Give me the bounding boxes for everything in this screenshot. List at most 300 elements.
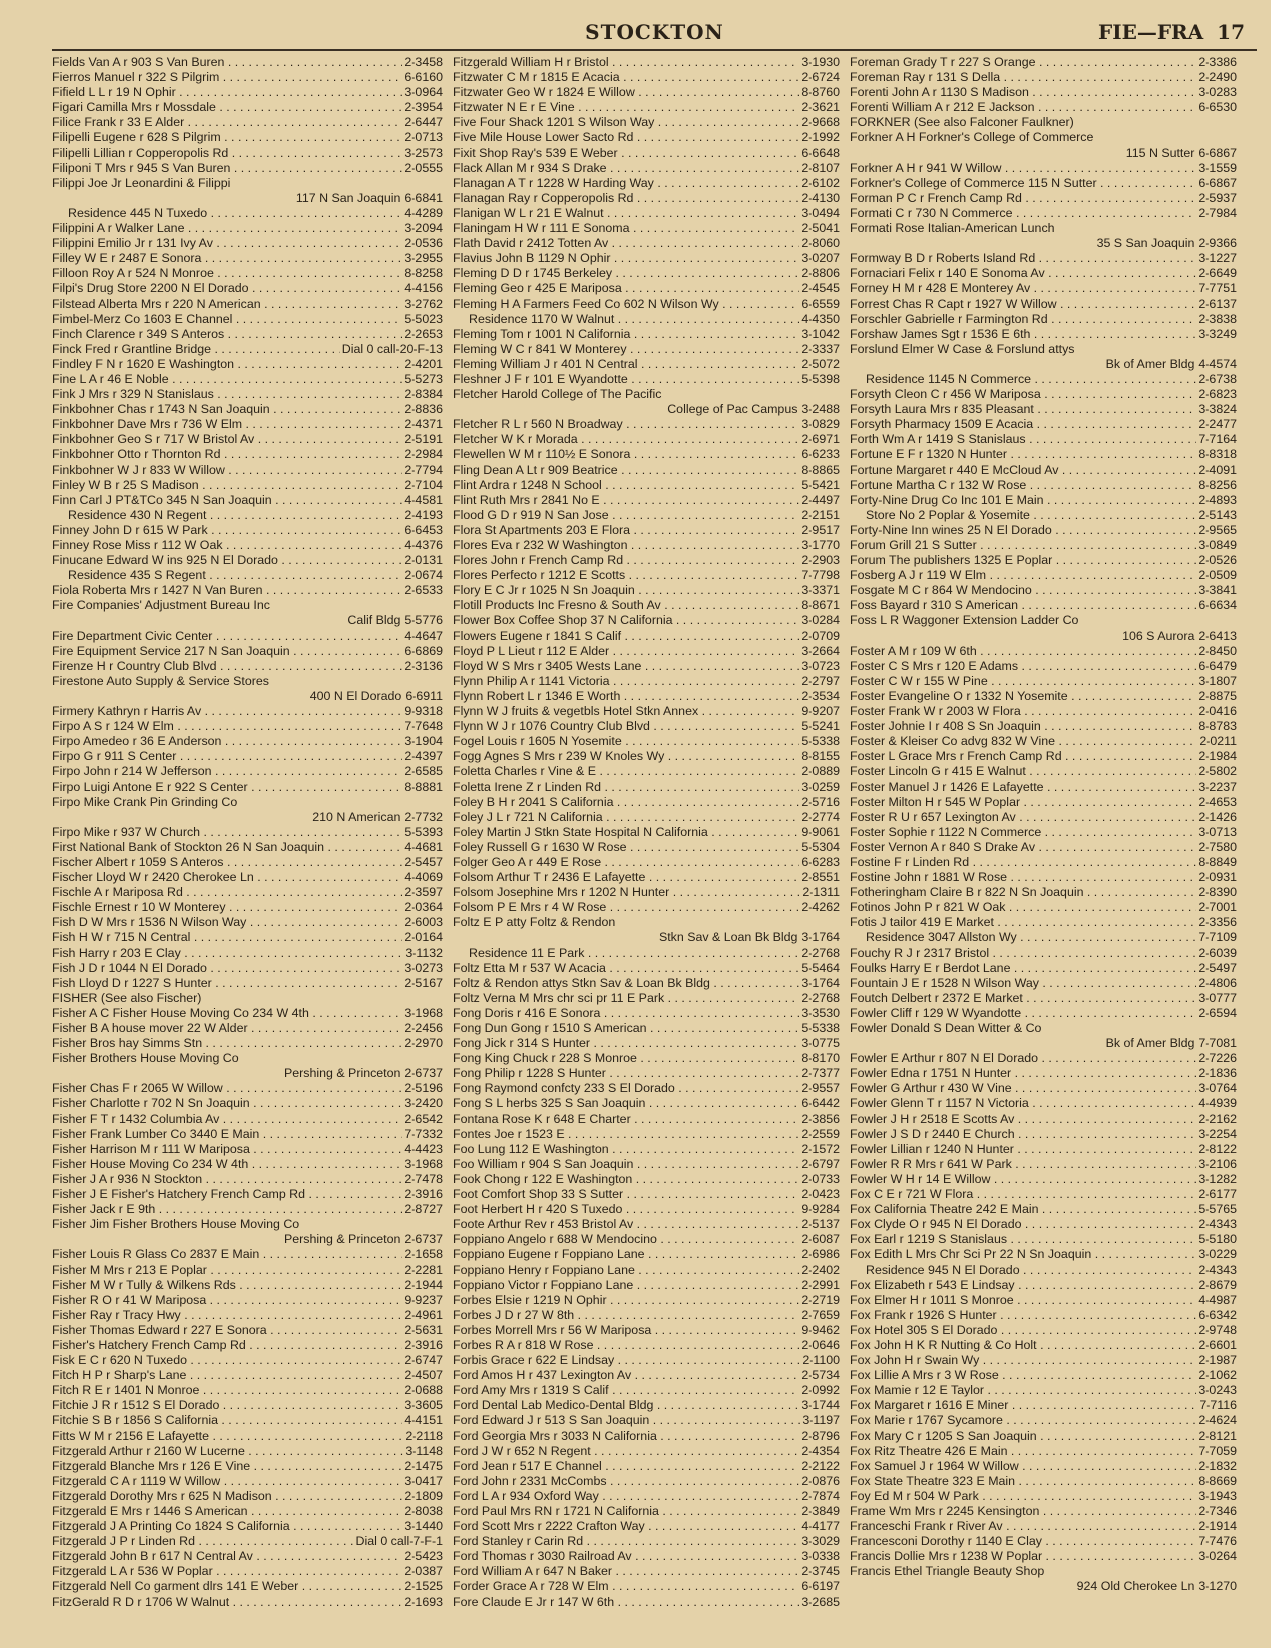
listing-phone: 2-7377 (801, 1066, 840, 1081)
listing-phone: 3-2573 (404, 145, 443, 160)
listing-entry (453, 523, 840, 538)
listing-entry (453, 840, 840, 855)
listing-name: Floyd W S Mrs r 3405 Wests Lane . . . (453, 659, 799, 674)
listing-entry (52, 613, 443, 628)
listing-name: Stkn Sav & Loan Bk Bldg (658, 930, 798, 945)
listing-name: Bk of Amer Bldg (1105, 356, 1195, 371)
listing-phone: 2-1525 (404, 1579, 443, 1594)
listing-phone: 2-3356 (1198, 915, 1237, 930)
listing-phone: 3-1042 (801, 326, 840, 341)
listing-entry (453, 1217, 840, 1232)
listing-phone: 2-0646 (801, 1337, 840, 1352)
listing-name: Forum The publishers 1325 E Poplar . . . (850, 553, 1196, 568)
listing-entry (850, 1021, 1237, 1036)
listing-name: Fogel Louis r 1605 N Yosemite . . . (453, 734, 799, 749)
listing-entry (453, 236, 840, 251)
listing-phone: 2-3597 (404, 885, 443, 900)
listing-phone: 7-7081 (1198, 1036, 1237, 1051)
listing-name: Bk of Amer Bldg (1105, 1036, 1195, 1051)
listing-entry (453, 674, 840, 689)
listing-entry (453, 327, 840, 342)
listing-name: Ford Stanley r Carin Rd . . . (453, 1534, 799, 1549)
listing-name: Fletcher W K r Morada . . . (453, 432, 799, 447)
listing-name: Residence 11 E Park . . . (469, 946, 799, 961)
listing-name: Foote Arthur Rev r 453 Bristol Av . . . (453, 1217, 799, 1232)
listing-name: Finley W B r 25 S Madison . . . (52, 478, 402, 493)
listing-name: Fleming Tom r 1001 N California . . . (453, 327, 799, 342)
listing-phone: 2-8836 (404, 402, 443, 417)
listing-entry (453, 1127, 840, 1142)
listing-entry (453, 1051, 840, 1066)
listing-name: Flaningam H W r 111 E Sonoma . . . (453, 221, 799, 236)
listing-name: Fisher J A r 936 N Stockton . . . (52, 1172, 402, 1187)
listing-phone: 8-8258 (404, 266, 443, 281)
listing-phone: 3-1227 (1198, 251, 1237, 266)
listing-entry (850, 961, 1237, 976)
listing-name: Flint Ardra r 1248 N School . . . (453, 478, 799, 493)
listing-phone: 2-0364 (404, 900, 443, 915)
listing-name: Folsom P E Mrs r 4 W Rose . . . (453, 900, 799, 915)
listing-phone: 6-6160 (404, 70, 443, 85)
listing-phone: 2-4497 (801, 492, 840, 507)
listing-phone: 2-7580 (1198, 839, 1237, 854)
listing-name: Foppiano Eugene r Foppiano Lane . . . (453, 1247, 799, 1262)
listing-entry (453, 568, 840, 583)
listing-entry (52, 1338, 443, 1353)
listing-name: Ford Edward J r 513 S San Joaquin . . . (453, 1413, 800, 1428)
listing-name: Floyd P L Lieut r 112 E Alder . . . (453, 644, 799, 659)
listing-entry (52, 704, 443, 719)
listing-entry (453, 146, 840, 161)
listing-phone: 4-4987 (1198, 1292, 1237, 1307)
listing-entry (453, 870, 840, 885)
listing-name: Forkner A H r 941 W Willow . . . (850, 161, 1196, 176)
listing-name: Fontana Rose K r 648 E Charter . . . (453, 1112, 799, 1127)
listing-entry (453, 493, 840, 508)
listing-phone: 2-3954 (404, 100, 443, 115)
listing-phone: 2-8551 (801, 870, 840, 885)
listing-entry (52, 115, 443, 130)
listing-phone: 5-5765 (1198, 1202, 1237, 1217)
listing-entry (52, 1398, 443, 1413)
listing-phone: 3-1968 (404, 1156, 443, 1171)
listing-name: Ford John r 2331 McCombs . . . (453, 1474, 799, 1489)
listing-entry (850, 885, 1237, 900)
listing-phone: 2-8038 (404, 1504, 443, 1518)
listing-name: Foster L Grace Mrs r French Camp Rd . . . (850, 749, 1196, 764)
listing-name: Flower Box Coffee Shop 37 N California . . . (453, 613, 799, 628)
listing-name: Fortune Martha C r 132 W Rose . . . (850, 478, 1196, 493)
listing-phone: 9-9237 (404, 1292, 443, 1307)
listing-name: Forenti William A r 212 E Jackson . . . (850, 100, 1196, 115)
listing-name: Forslund Elmer W Case & Forslund attys (850, 341, 1075, 356)
listing-phone: 2-8727 (404, 1202, 443, 1217)
listing-name: Forbes R A r 818 W Rose . . . (453, 1338, 799, 1353)
listing-name: Ford Paul Mrs RN r 1721 N California . . . (453, 1504, 799, 1519)
listing-name: Fotheringham Claire B r 822 N Sn Joaquin . . . (850, 885, 1196, 900)
listing-phone: 4-4647 (404, 628, 443, 643)
listing-name: Foutch Delbert r 2372 E Market . . . (850, 991, 1196, 1006)
listing-entry (453, 1383, 840, 1398)
listing-entry (52, 1474, 443, 1489)
listing-phone: 2-7874 (801, 1488, 840, 1503)
listing-entry (52, 825, 443, 840)
listing-name: Fox Elizabeth r 543 E Lindsay . . . (850, 1278, 1196, 1293)
listing-phone: 8-8760 (801, 85, 840, 100)
listing-entry (453, 266, 840, 281)
listing-name: Fitzgerald J P r Linden Rd . . . (52, 1534, 354, 1549)
listing-phone: 6-6559 (801, 296, 840, 311)
listing-phone: 3-2094 (404, 221, 443, 236)
listing-phone: 2-3337 (801, 341, 840, 356)
listing-entry (850, 1383, 1237, 1398)
listing-name: Figari Camilla Mrs r Mossdale . . . (52, 100, 402, 115)
listing-entry (453, 930, 840, 945)
listing-entry (850, 1263, 1237, 1278)
listing-entry (453, 508, 840, 523)
listing-name: Fong S L herbs 325 S San Joaquin . . . (453, 1096, 799, 1111)
listing-name: Fleming D D r 1745 Berkeley . . . (453, 266, 799, 281)
listing-entry (52, 1368, 443, 1383)
listing-phone: 3-0417 (404, 1473, 443, 1488)
listing-phone: 2-1311 (802, 885, 840, 900)
listing-name: Fiola Roberta Mrs r 1427 N Van Buren . . . (52, 583, 402, 598)
listing-phone: 2-0526 (1198, 553, 1237, 568)
listing-name: Fountain J E r 1528 N Wilson Way . . . (850, 976, 1196, 991)
listing-name: Fox California Theatre 242 E Main . . . (850, 1202, 1196, 1217)
listing-name: Fisher Charlotte r 702 N Sn Joaquin . . . (52, 1096, 402, 1111)
listing-name: Firestone Auto Supply & Service Stores (52, 673, 269, 688)
listing-entry (453, 100, 840, 115)
listing-entry (850, 206, 1237, 221)
listing-entry (52, 1202, 443, 1217)
listing-entry (453, 206, 840, 221)
listing-name: Filley W E r 2487 E Sonora . . . (52, 251, 402, 266)
listing-phone: 2-3534 (801, 688, 840, 703)
listing-entry (453, 463, 840, 478)
listing-name: Fowler Lillian r 1240 N Hunter . . . (850, 1142, 1196, 1157)
listing-name: Fisher M W r Tully & Wilkens Rds . . . (52, 1278, 402, 1293)
listing-entry (453, 734, 840, 749)
listing-name: Fox Mary C r 1205 S San Joaquin . . . (850, 1429, 1196, 1444)
listing-entry (52, 266, 443, 281)
listing-entry (52, 1142, 443, 1157)
listing-name: Fowler E Arthur r 807 N El Dorado . . . (850, 1051, 1196, 1066)
listing-name: Folsom Josephine Mrs r 1202 N Hunter . . . (453, 885, 800, 900)
listing-entry (52, 719, 443, 734)
listing-entry (52, 734, 443, 749)
listing-phone: 3-1807 (1198, 673, 1237, 688)
listing-entry (850, 523, 1237, 538)
listing-entry (850, 991, 1237, 1006)
listing-entry (453, 825, 840, 840)
listing-phone: 2-1426 (1198, 809, 1237, 824)
listing-name: Fotis J tailor 419 E Market . . . (850, 915, 1196, 930)
listing-name: Fostine F r Linden Rd . . . (850, 855, 1196, 870)
listing-entry (453, 1429, 840, 1444)
listing-entry (52, 1293, 443, 1308)
listing-entry (453, 432, 840, 447)
listing-name: Foster Lincoln G r 415 E Walnut . . . (850, 764, 1196, 779)
listing-name: Residence 1170 W Walnut . . . (469, 312, 799, 327)
listing-phone: 2-1572 (801, 1141, 840, 1156)
listing-entry (850, 1444, 1237, 1459)
listing-name: Forbes Elsie r 1219 N Ophir . . . (453, 1293, 799, 1308)
listing-phone: 2-5072 (801, 356, 840, 371)
listing-phone: 2-5734 (801, 1368, 840, 1383)
listing-name: Foletta Irene Z r Linden Rd . . . (453, 780, 799, 795)
listing-entry (52, 85, 443, 100)
listing-phone: 2-0416 (1198, 704, 1237, 719)
listing-phone: 3-1282 (1198, 1171, 1237, 1186)
listing-entry (453, 478, 840, 493)
listing-phone (441, 991, 443, 1006)
listing-entry (850, 1353, 1237, 1368)
listing-phone: 4-4069 (404, 870, 443, 885)
listing-name: Flint Ruth Mrs r 2841 No E . . . (453, 493, 799, 508)
listing-phone (441, 795, 443, 810)
listing-entry (453, 372, 840, 387)
column-1 (52, 55, 449, 1636)
listing-entry (52, 976, 443, 991)
listing-phone: 2-5457 (404, 854, 443, 869)
listing-name: Fox State Theatre 323 E Main . . . (850, 1474, 1196, 1489)
listing-name: Foster A M r 109 W 6th . . . (850, 644, 1196, 659)
listing-entry (52, 1595, 443, 1610)
listing-entry (52, 387, 443, 402)
listing-entry (52, 463, 443, 478)
listing-name: Pershing & Princeton (284, 1066, 401, 1081)
listing-phone: 2-6533 (404, 583, 443, 598)
listing-entry (850, 659, 1237, 674)
listing-name: Fox John H K R Nutting & Co Holt . . . (850, 1338, 1196, 1353)
listing-entry (52, 1157, 443, 1172)
listing-name: Foley J L r 721 N California . . . (453, 810, 799, 825)
listing-entry (52, 100, 443, 115)
listing-name: 924 Old Cherokee Ln (1076, 1579, 1195, 1594)
listing-name: Fitzgerald C A r 1119 W Willow . . . (52, 1474, 402, 1489)
listing-phone: 2-7001 (1198, 900, 1237, 915)
listing-name: Foppiano Angelo r 688 W Mendocino . . . (453, 1232, 799, 1247)
listing-name: Fitzgerald Blanche Mrs r 126 E Vine . . . (52, 1459, 402, 1474)
listing-name: 117 N San Joaquin (295, 190, 401, 205)
listing-entry (453, 1232, 840, 1247)
listing-entry (453, 281, 840, 296)
listing-entry (453, 961, 840, 976)
listing-name: Filipelli Lillian r Copperopolis Rd . . . (52, 146, 402, 161)
listing-entry (453, 85, 840, 100)
listing-entry (850, 704, 1237, 719)
listing-entry (850, 538, 1237, 553)
listing-entry (453, 297, 840, 312)
listing-entry (52, 281, 443, 296)
listing-phone: 2-0876 (801, 1473, 840, 1488)
listing-phone: 3-0777 (1198, 990, 1237, 1005)
listing-name: Fisher M Mrs r 213 E Poplar . . . (52, 1263, 402, 1278)
listing-phone: 5-5393 (404, 824, 443, 839)
listing-phone: 8-8256 (1198, 477, 1237, 492)
listing-phone: 2-2118 (405, 1428, 443, 1443)
listing-entry (850, 1142, 1237, 1157)
listing-phone: 2-5196 (404, 1081, 443, 1096)
listing-name: Fink J Mrs r 329 N Stanislaus . . . (52, 387, 402, 402)
listing-name: Fields Van A r 903 S Van Buren . . . (52, 55, 402, 70)
listing-entry (850, 1398, 1237, 1413)
listing-phone: 6-6479 (1198, 658, 1237, 673)
listing-phone: 6-6867 (1198, 175, 1237, 190)
listing-name: Frame Wm Mrs r 2245 Kensington . . . (850, 1504, 1196, 1519)
listing-entry (453, 176, 840, 191)
page-range (1098, 20, 1245, 44)
listing-name: Forman P C r French Camp Rd . . . (850, 191, 1196, 206)
listing-name: Filstead Alberta Mrs r 220 N American . . . (52, 297, 402, 312)
listing-name: Fisher Bros hay Simms Stn . . . (52, 1036, 402, 1051)
listing-name: Forbis Grace r 622 E Lindsay . . . (453, 1353, 800, 1368)
listing-entry (453, 1519, 840, 1534)
listing-entry (453, 402, 840, 417)
listing-phone: 3-1764 (801, 930, 840, 945)
listing-phone: 8-8783 (1198, 719, 1237, 734)
listing-phone: 2-0674 (404, 568, 443, 583)
listing-entry (453, 1202, 840, 1217)
listing-name: Fong King Chuck r 228 S Monroe . . . (453, 1051, 799, 1066)
listing-phone: 3-3841 (1198, 583, 1237, 598)
listing-name: Foltz E P atty Foltz & Rendon (453, 915, 616, 930)
listing-entry (453, 1036, 840, 1051)
listing-phone: 2-5143 (1198, 507, 1237, 522)
listing-name: Fischle A r Mariposa Rd . . . (52, 885, 402, 900)
listing-phone: 2-7732 (404, 809, 443, 824)
listing-entry (453, 447, 840, 462)
listing-name: Francesconi Dorothy r 1140 E Clay . . . (850, 1534, 1196, 1549)
listing-name: Fire Companies' Adjustment Bureau Inc (52, 598, 270, 613)
listing-phone: 6-6342 (1198, 1307, 1237, 1322)
listing-entry (52, 357, 443, 372)
listing-phone: 3-1968 (404, 1005, 443, 1020)
listing-entry (52, 659, 443, 674)
listing-phone: 2-6594 (1198, 1005, 1237, 1020)
listing-entry (850, 1066, 1237, 1081)
listing-entry (850, 251, 1237, 266)
listing-name: Ford Amos H r 437 Lexington Av . . . (453, 1368, 799, 1383)
listing-phone: 2-8121 (1198, 1428, 1237, 1443)
listing-entry (850, 508, 1237, 523)
listing-phone: 2-1914 (1198, 1519, 1237, 1534)
listing-entry (850, 1202, 1237, 1217)
listing-entry (850, 447, 1237, 462)
listing-name: Fletcher R L r 560 N Broadway . . . (453, 417, 799, 432)
listing-name: Foster & Kleiser Co advg 832 W Vine . . . (850, 734, 1197, 749)
listing-phone: 2-0211 (1199, 734, 1237, 749)
listing-phone: 2-4507 (404, 1368, 443, 1383)
listing-entry (453, 1263, 840, 1278)
listing-entry (453, 1549, 840, 1564)
listing-entry (52, 1549, 443, 1564)
listing-entry (453, 1081, 840, 1096)
listing-entry (52, 1323, 443, 1338)
listing-name: Fox Earl r 1219 S Stanislaus . . . (850, 1232, 1196, 1247)
listing-name: Forenti John A r 1130 S Madison . . . (850, 85, 1196, 100)
listing-phone: 3-0243 (1198, 1383, 1237, 1398)
listing-name: Forty-Nine Drug Co Inc 101 E Main . . . (850, 493, 1196, 508)
listing-phone: 2-8390 (1198, 885, 1237, 900)
listing-entry (52, 1081, 443, 1096)
listing-entry (52, 644, 443, 659)
listing-phone: 5-5304 (801, 839, 840, 854)
listing-entry (453, 810, 840, 825)
listing-name: Fisher Louis R Glass Co 2837 E Main . . . (52, 1247, 402, 1262)
listing-phone: 7-7109 (1198, 930, 1237, 945)
listing-entry (850, 825, 1237, 840)
listing-phone: 2-3916 (404, 1187, 443, 1202)
listing-phone: 3-1744 (801, 1398, 840, 1413)
listing-phone: 3-1132 (405, 945, 443, 960)
listing-entry (453, 312, 840, 327)
listing-entry (52, 764, 443, 779)
listing-phone: 6-6233 (801, 447, 840, 462)
listing-name: Forsyth Laura Mrs r 835 Pleasant . . . (850, 402, 1196, 417)
listing-phone: 3-1270 (1198, 1579, 1237, 1594)
listing-phone: 2-2970 (404, 1036, 443, 1051)
listing-phone: 3-0964 (404, 85, 443, 100)
listing-phone: 2-0733 (801, 1171, 840, 1186)
listing-phone: 7-7648 (404, 719, 443, 734)
listing-phone: 2-2477 (1198, 417, 1237, 432)
listing-phone: 3-2237 (1198, 779, 1237, 794)
listing-phone: 5-5273 (404, 371, 443, 386)
listing-name: Flynn W J fruits & vegetbls Hotel Stkn Annex . . . (453, 704, 799, 719)
listing-entry (850, 795, 1237, 810)
listing-name: Forty-Nine Inn wines 25 N El Dorado . . . (850, 523, 1196, 538)
listing-entry (453, 70, 840, 85)
listing-name: Foo Lung 112 E Washington . . . (453, 1142, 799, 1157)
listing-name: Residence 430 N Regent . . . (68, 508, 402, 523)
listing-phone: 2-4354 (801, 1443, 840, 1458)
listing-name: Flynn Robert L r 1346 E Worth . . . (453, 689, 799, 704)
listing-phone: 5-5023 (404, 311, 443, 326)
listing-name: Fitzgerald E Mrs r 1446 S American . . . (52, 1504, 402, 1519)
listing-name: Fleshner J F r 101 E Wyandotte . . . (453, 372, 799, 387)
listing-name: Forsyth Cleon C r 456 W Mariposa . . . (850, 387, 1196, 402)
listing-phone: 2-8679 (1198, 1277, 1237, 1292)
listing-entry (52, 1051, 443, 1066)
listing-phone: 5-5180 (1198, 1232, 1237, 1247)
listing-phone: 3-2488 (801, 402, 840, 417)
listing-phone: 2-7226 (1198, 1051, 1237, 1066)
listing-name: Flora St Apartments 203 E Flora . . . (453, 523, 799, 538)
page-number: 17 (1217, 20, 1245, 44)
listing-entry (453, 719, 840, 734)
listing-phone: 3-0284 (801, 613, 840, 628)
listing-name: Fox Ritz Theatre 426 E Main . . . (850, 1444, 1196, 1459)
listing-entry (453, 689, 840, 704)
listing-entry (453, 1112, 840, 1127)
listing-phone: 2-7794 (404, 462, 443, 477)
listing-entry (453, 538, 840, 553)
listing-name: Fowler W H r 14 E Willow . . . (850, 1172, 1196, 1187)
listing-name: Fisher Thomas Edward r 227 E Sonora . . . (52, 1323, 402, 1338)
listing-name: Finkbohner Otto r Thornton Rd . . . (52, 447, 402, 462)
listing-entry (453, 644, 840, 659)
listing-phone: 2-4624 (1198, 1413, 1237, 1428)
listing-entry (52, 1263, 443, 1278)
listing-phone: 2-8806 (801, 266, 840, 281)
listing-phone: 8-8671 (801, 598, 840, 613)
listing-name: Finucane Edward W ins 925 N El Dorado . . . (52, 553, 402, 568)
listing-entry (850, 1323, 1237, 1338)
listing-entry (52, 221, 443, 236)
listing-entry (52, 598, 443, 613)
